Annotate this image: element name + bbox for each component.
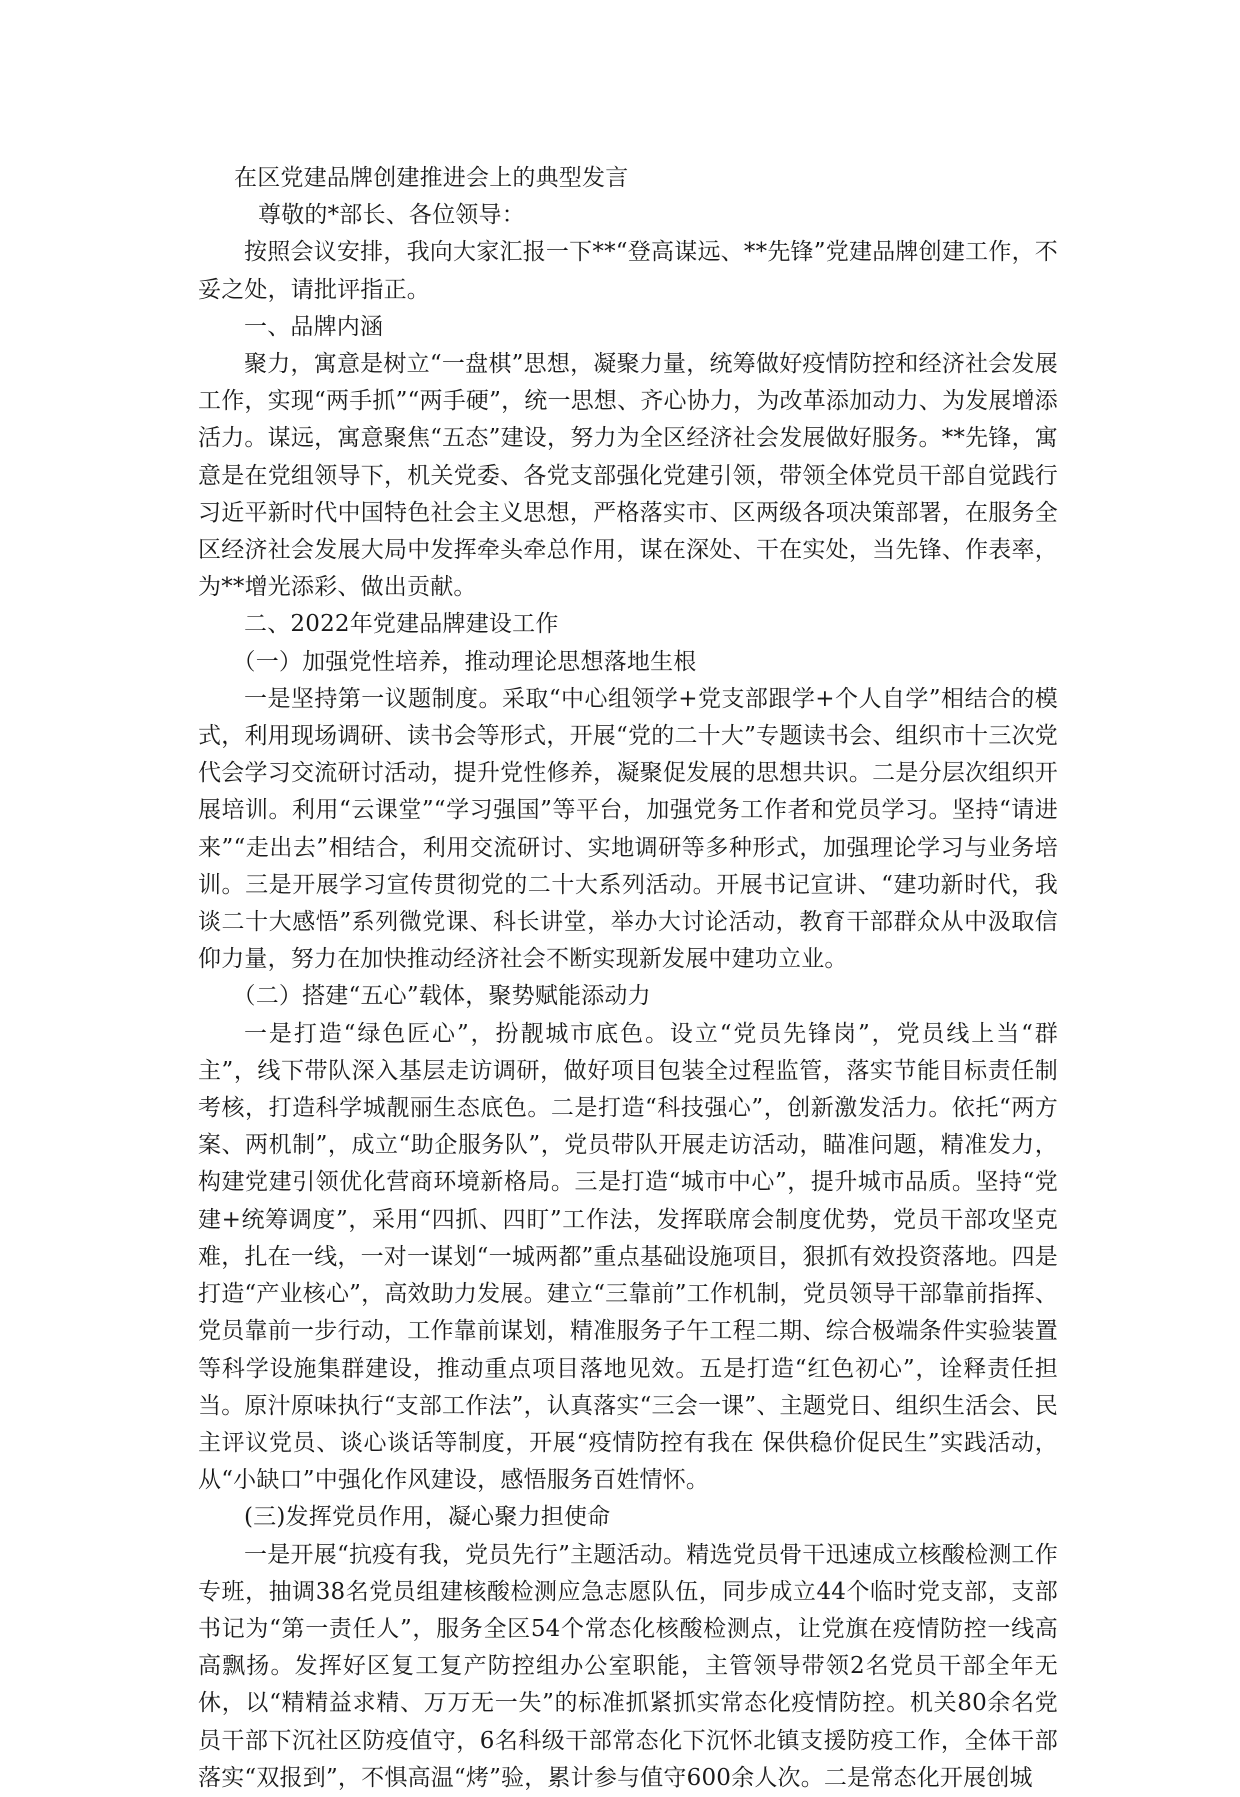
subheading-five-hearts: （二）搭建“五心”载体，聚势赋能添动力	[232, 983, 651, 1010]
salutation: 尊敬的*部长、各位领导：	[258, 202, 525, 229]
party-members-paragraph: 一是开展“抗疫有我，党员先行”主题活动。精选党员骨干迅速成立核酸检测工作专班，抽调38名党员组建核酸检测应急志愿队伍，同步成立44个临时党支部，支部书记为“第一责任人”，服务全区54个常态化核酸检测点，让党旗在疫情防控一线高高飘扬。发挥好区复工复产防控组办公室职能，主管领导带领2名党员干部全年无休，以“精精益求精、万万无一失”的标准抓紧抓实常态化疫情防控。机关80余名党员干部下沉社区防疫值守，6名科级干部常态化下沉怀北镇支援防疫工作，全体干部落实“双报到”，不惧高温“烤”验，累计参与值守600余人次。二是常态化开展创城	[198, 1541, 1058, 1791]
five-hearts-paragraph: 一是打造“绿色匠心”，扮靓城市底色。设立“党员先锋岗”，党员线上当“群主”，线下带队深入基层走访调研，做好项目包装全过程监管，落实节能目标责任制考核，打造科学城靓丽生态底色。二是打造“科技强心”，创新激发活力。依托“两方案、两机制”，成立“助企服务队”，党员带队开展走访活动，瞄准问题，精准发力，构建党建引领优化营商环境新格局。三是打造“城市中心”，提升城市品质。坚持“党建+统筹调度”，采用“四抓、四盯”工作法，发挥联席会制度优势，党员干部攻坚克难，扎在一线，一对一谋划“一城两都”重点基础设施项目，狠抓有效投资落地。四是打造“产业核心”，高效助力发展。建立“三靠前”工作机制，党员领导干部靠前指挥、党员靠前一步行动，工作靠前谋划，精准服务子午工程二期、综合极端条件实验装置等科学设施集群建设，推动重点项目落地见效。五是打造“红色初心”，诠释责任担当。原汁原味执行“支部工作法”，认真落实“三会一课”、主题党日、组织生活会、民主评议党员、谈心谈话等制度，开展“疫情防控有我在 保供稳价促民生”实践活动，从“小缺口”中强化作风建设，感悟服务百姓情怀。	[198, 1020, 1058, 1494]
intro-paragraph: 按照会议安排，我向大家汇报一下**“登高谋远、**先锋”党建品牌创建工作，不妥之处，请批评指正。	[198, 239, 1058, 303]
document-title: 在区党建品牌创建推进会上的典型发言	[234, 165, 629, 191]
subheading-party-spirit: （一）加强党性培养，推动理论思想落地生根	[232, 648, 697, 675]
subheading-party-members: (三)发挥党员作用，凝心聚力担使命	[244, 1504, 611, 1531]
document-page	[198, 160, 1058, 1797]
party-spirit-paragraph: 一是坚持第一议题制度。采取“中心组领学+党支部跟学+个人自学”相结合的模式，利用现场调研、读书会等形式，开展“党的二十大”专题读书会、组织市十三次党代会学习交流研讨活动，提升党性修养，凝聚促发展的思想共识。二是分层次组织开展培训。利用“云课堂”“学习强国”等平台，加强党务工作者和党员学习。坚持“请进来”“走出去”相结合，利用交流研讨、实地调研等多种形式，加强理论学习与业务培训。三是开展学习宣传贯彻党的二十大系列活动。开展书记宣讲、“建功新时代，我谈二十大感悟”系列微党课、科长讲堂，举办大讨论活动，教育干部群众从中汲取信仰力量，努力在加快推动经济社会不断实现新发展中建功立业。	[198, 685, 1058, 973]
section-heading-2022-work: 二、2022年党建品牌建设工作	[244, 611, 559, 638]
section-heading-brand-meaning: 一、品牌内涵	[244, 313, 384, 340]
brand-meaning-paragraph: 聚力，寓意是树立“一盘棋”思想，凝聚力量，统筹做好疫情防控和经济社会发展工作，实现“两手抓”“两手硬”，统一思想、齐心协力，为改革添加动力、为发展增添活力。谋远，寓意聚焦“五态”建设，努力为全区经济社会发展做好服务。**先锋，寓意是在党组领导下，机关党委、各党支部强化党建引领，带领全体党员干部自觉践行习近平新时代中国特色社会主义思想，严格落实市、区两级各项决策部署，在服务全区经济社会发展大局中发挥牵头牵总作用，谋在深处、干在实处，当先锋、作表率，为**增光添彩、做出贡献。	[198, 351, 1058, 601]
